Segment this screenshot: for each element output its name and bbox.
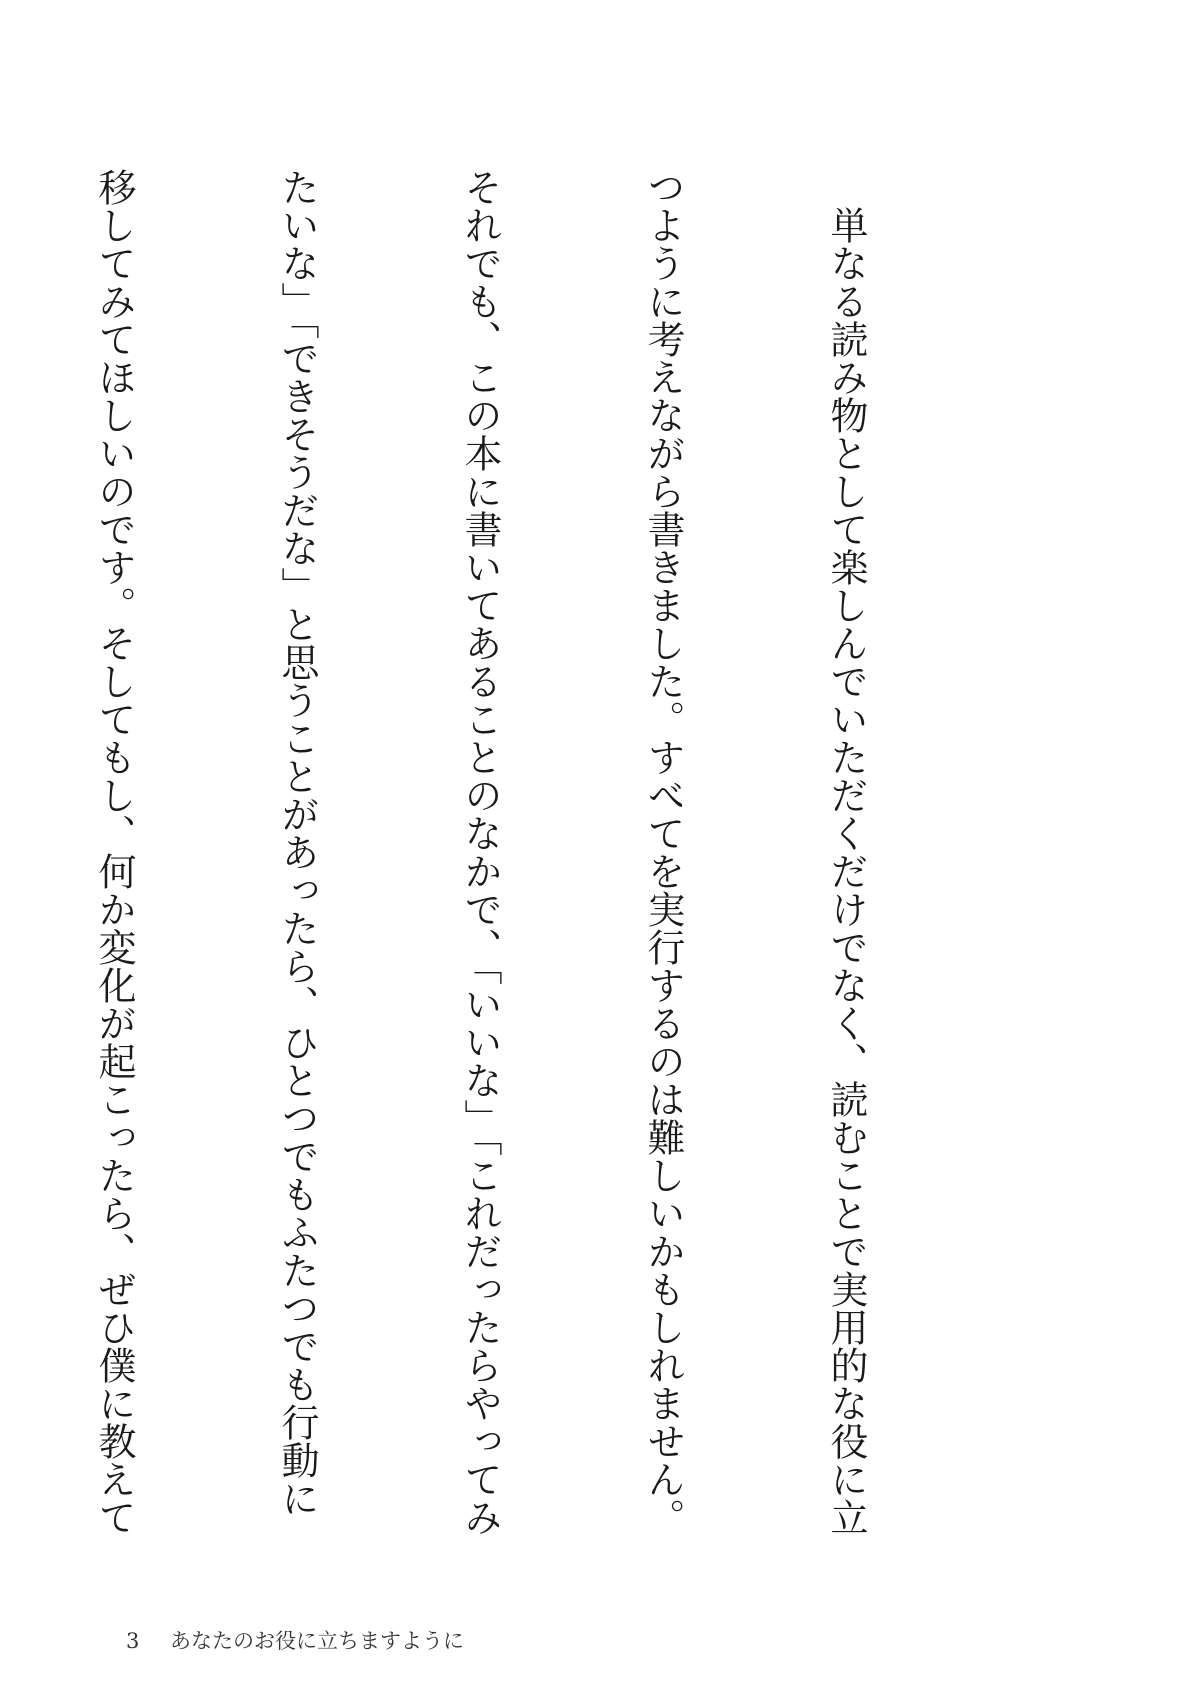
vertical-text-body bbox=[92, 168, 998, 1568]
page-number: 3 bbox=[126, 1629, 140, 1653]
chapter-title: あなたのお役に立ちますように bbox=[170, 1629, 464, 1653]
page-footer bbox=[126, 1626, 464, 1656]
text-column-3: それでも、この本に書いてあることのなかで、「いいな」「これだったらやってみ bbox=[458, 168, 502, 1536]
text-column-5: 移してみてほしいのです。そしてもし、何か変化が起こったら、ぜひ僕に教えて bbox=[92, 168, 136, 1536]
text-column-2: つように考えながら書きました。すべてを実行するのは難しいかもしれません。 bbox=[641, 168, 685, 1536]
text-column-4: たいな」「できそうだな」と思うことがあったら、ひとつでもふたつでも行動に bbox=[275, 168, 319, 1517]
text-column-1: 単なる読み物として楽しんでいただくだけでなく、読むことで実用的な役に立 bbox=[824, 168, 868, 1536]
